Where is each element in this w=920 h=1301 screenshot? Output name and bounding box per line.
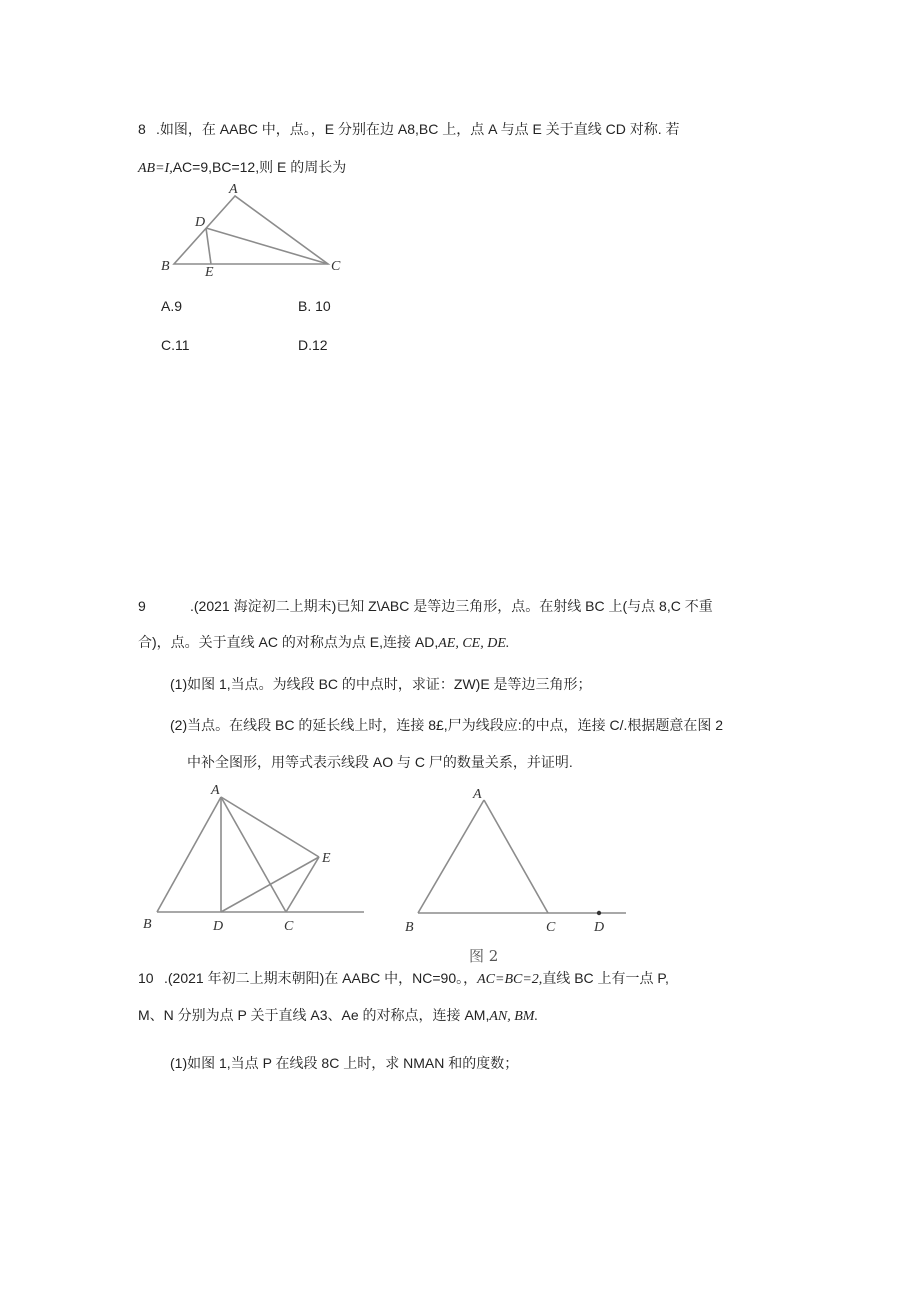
q8-number: 8 [138,121,146,137]
q9-fig2-caption: 图 2 [469,947,499,965]
q9-fig2-label-b: B [405,920,414,935]
q9-part2-line2: 中补全图形，用等式表示线段 AO 与 C 尸的数量关系，并证明. [187,754,573,770]
q9-fig1-label-d: D [213,919,224,934]
q8-option-d: D.12 [298,337,328,353]
q9-part1: (1)如图 1,当点。为线段 BC 的中点时，求证：ZW)E 是等边三角形； [170,676,592,692]
q8-option-a: A.9 [161,298,183,314]
q8-label-e: E [205,265,214,280]
q8-option-b: B. 10 [298,298,331,314]
q8-text-line2-rest: AC=9,BC=12,则 E 的周长为 [172,159,347,175]
q10-text-line2-normal: M、N 分别为点 P 关于直线 A3、Ae 的对称点，连接 AM, [138,1007,490,1023]
q8-label-b: B [161,259,170,274]
q10-text-line1-rest: 直线 BC 上有一点 P, [542,970,669,986]
q9-fig1-label-a: A [211,783,220,798]
q8-text-line2-italic: AB=I, [138,161,173,176]
q8-label-a: A [229,182,238,197]
q10-number: 10 [138,970,154,986]
q9-fig2-label-d: D [594,920,605,935]
q9-text-line1: .(2021 海淀初二上期末)已知 Z\ABC 是等边三角形，点。在射线 BC 上(与点 8,C 不重 [190,598,713,614]
q10-part1: (1)如图 1,当点 P 在线段 8C 上时，求 NMAN 和的度数； [170,1055,519,1071]
q8-label-d: D [195,215,206,230]
q9-number: 9 [138,598,146,614]
q9-fig1-label-e: E [322,851,331,866]
q9-fig2-label-c: C [546,920,556,935]
q10-text-line1 [164,969,669,989]
q9-text-line2-italic: AE, CE, DE. [438,636,510,651]
q10-text-line1-italic: AC=BC=2, [477,972,543,987]
q9-fig2-point-d [597,911,601,915]
q8-option-c: C.11 [161,337,190,353]
q9-text-line2-normal: 合)，点。关于直线 AC 的对称点为点 E,连接 AD, [138,634,439,650]
q9-part2-line1: (2)当点。在线段 BC 的延长线上时，连接 8£,尸为线段应:的中点，连接 C/.根据题意在图 2 [170,717,724,733]
q8-label-c: C [331,259,341,274]
q10-text-line2 [138,1006,538,1026]
q8-text-line1: .如图，在 AABC 中，点。，E 分别在边 A8,BC 上，点 A 与点 E 关于直线 CD 对称. 若 [156,121,680,137]
q9-fig2-segment-ac [484,800,548,913]
q10-text-line2-italic: AN, BM. [489,1009,538,1024]
q9-fig2-label-a: A [473,787,482,802]
q9-fig2-segment-ab [418,800,484,913]
q10-text-line1-normal: .(2021 年初二上期末朝阳)在 AABC 中，NC=90。， [164,970,478,986]
q9-fig1-label-b: B [143,917,152,932]
q9-fig1-label-c: C [284,919,294,934]
